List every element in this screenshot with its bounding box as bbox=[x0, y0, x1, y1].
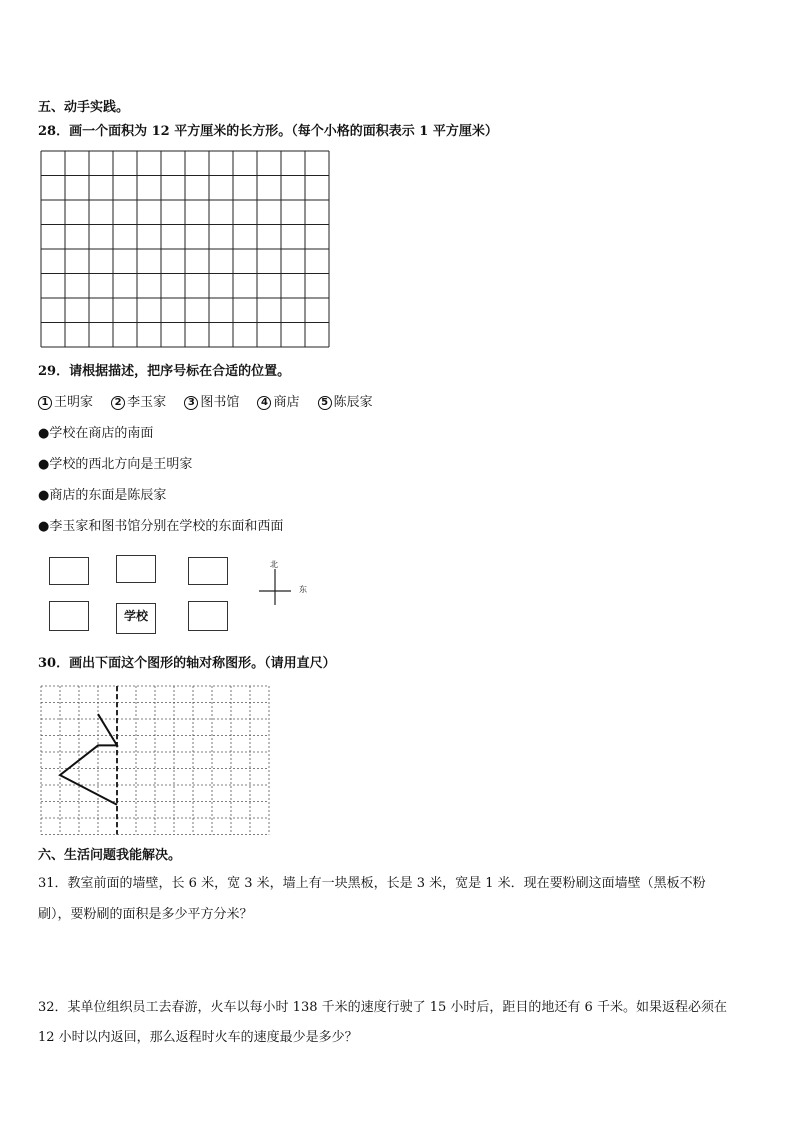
school-label: 学校 bbox=[123, 609, 148, 623]
option-1: 1 王明家 bbox=[38, 395, 93, 410]
question-30-text: 30．画出下面这个图形的轴对称图形。（请用直尺） bbox=[38, 656, 336, 671]
clue-2: ●学校的西北方向是王明家 bbox=[38, 457, 193, 472]
position-box-top-right[interactable] bbox=[188, 557, 228, 585]
compass-east-label: 东 bbox=[299, 585, 307, 594]
question-31-line-1: 31．教室前面的墙壁，长 6 米，宽 3 米，墙上有一块黑板，长是 3 米，宽是 1 米．现在要粉刷这面墙壁（黑板不粉 bbox=[38, 876, 706, 891]
school-box bbox=[116, 603, 156, 634]
section-5-title: 五、动手实践。 bbox=[38, 100, 130, 115]
option-3: 3 图书馆 bbox=[184, 395, 239, 410]
compass-north-label: 北 bbox=[270, 560, 278, 569]
question-28-text: 28．画一个面积为 12 平方厘米的长方形。（每个小格的面积表示 1 平方厘米） bbox=[38, 124, 498, 139]
option-5: 5 陈辰家 bbox=[318, 395, 373, 410]
question-32-line-2: 12 小时以内返回，那么返程时火车的速度最少是多少？ bbox=[38, 1030, 358, 1045]
position-box-bottom-left[interactable] bbox=[49, 601, 89, 631]
clue-1: ●学校在商店的南面 bbox=[38, 426, 154, 441]
clue-3: ●商店的东面是陈辰家 bbox=[38, 488, 167, 503]
clue-4: ●李玉家和图书馆分别在学校的东面和西面 bbox=[38, 519, 284, 534]
option-2: 2 李玉家 bbox=[111, 395, 166, 410]
option-4: 4 商店 bbox=[257, 395, 299, 410]
position-box-bottom-right[interactable] bbox=[188, 601, 228, 631]
dashed-grid[interactable] bbox=[41, 686, 273, 836]
given-figure bbox=[60, 714, 117, 805]
position-box-top-left[interactable] bbox=[49, 557, 89, 585]
place-options bbox=[38, 395, 387, 412]
question-32-line-1: 32．某单位组织员工去春游，火车以每小时 138 千米的速度行驶了 15 小时后，距目的地还有 6 千米。如果返程必须在 bbox=[38, 1000, 727, 1015]
question-31-line-2: 刷），要粉刷的面积是多少平方分米？ bbox=[38, 907, 253, 922]
position-box-top-center[interactable] bbox=[116, 555, 156, 583]
question-29-text: 29．请根据描述，把序号标在合适的位置。 bbox=[38, 364, 291, 379]
section-6-title: 六、生活问题我能解决。 bbox=[38, 848, 182, 863]
square-grid[interactable] bbox=[41, 151, 331, 351]
